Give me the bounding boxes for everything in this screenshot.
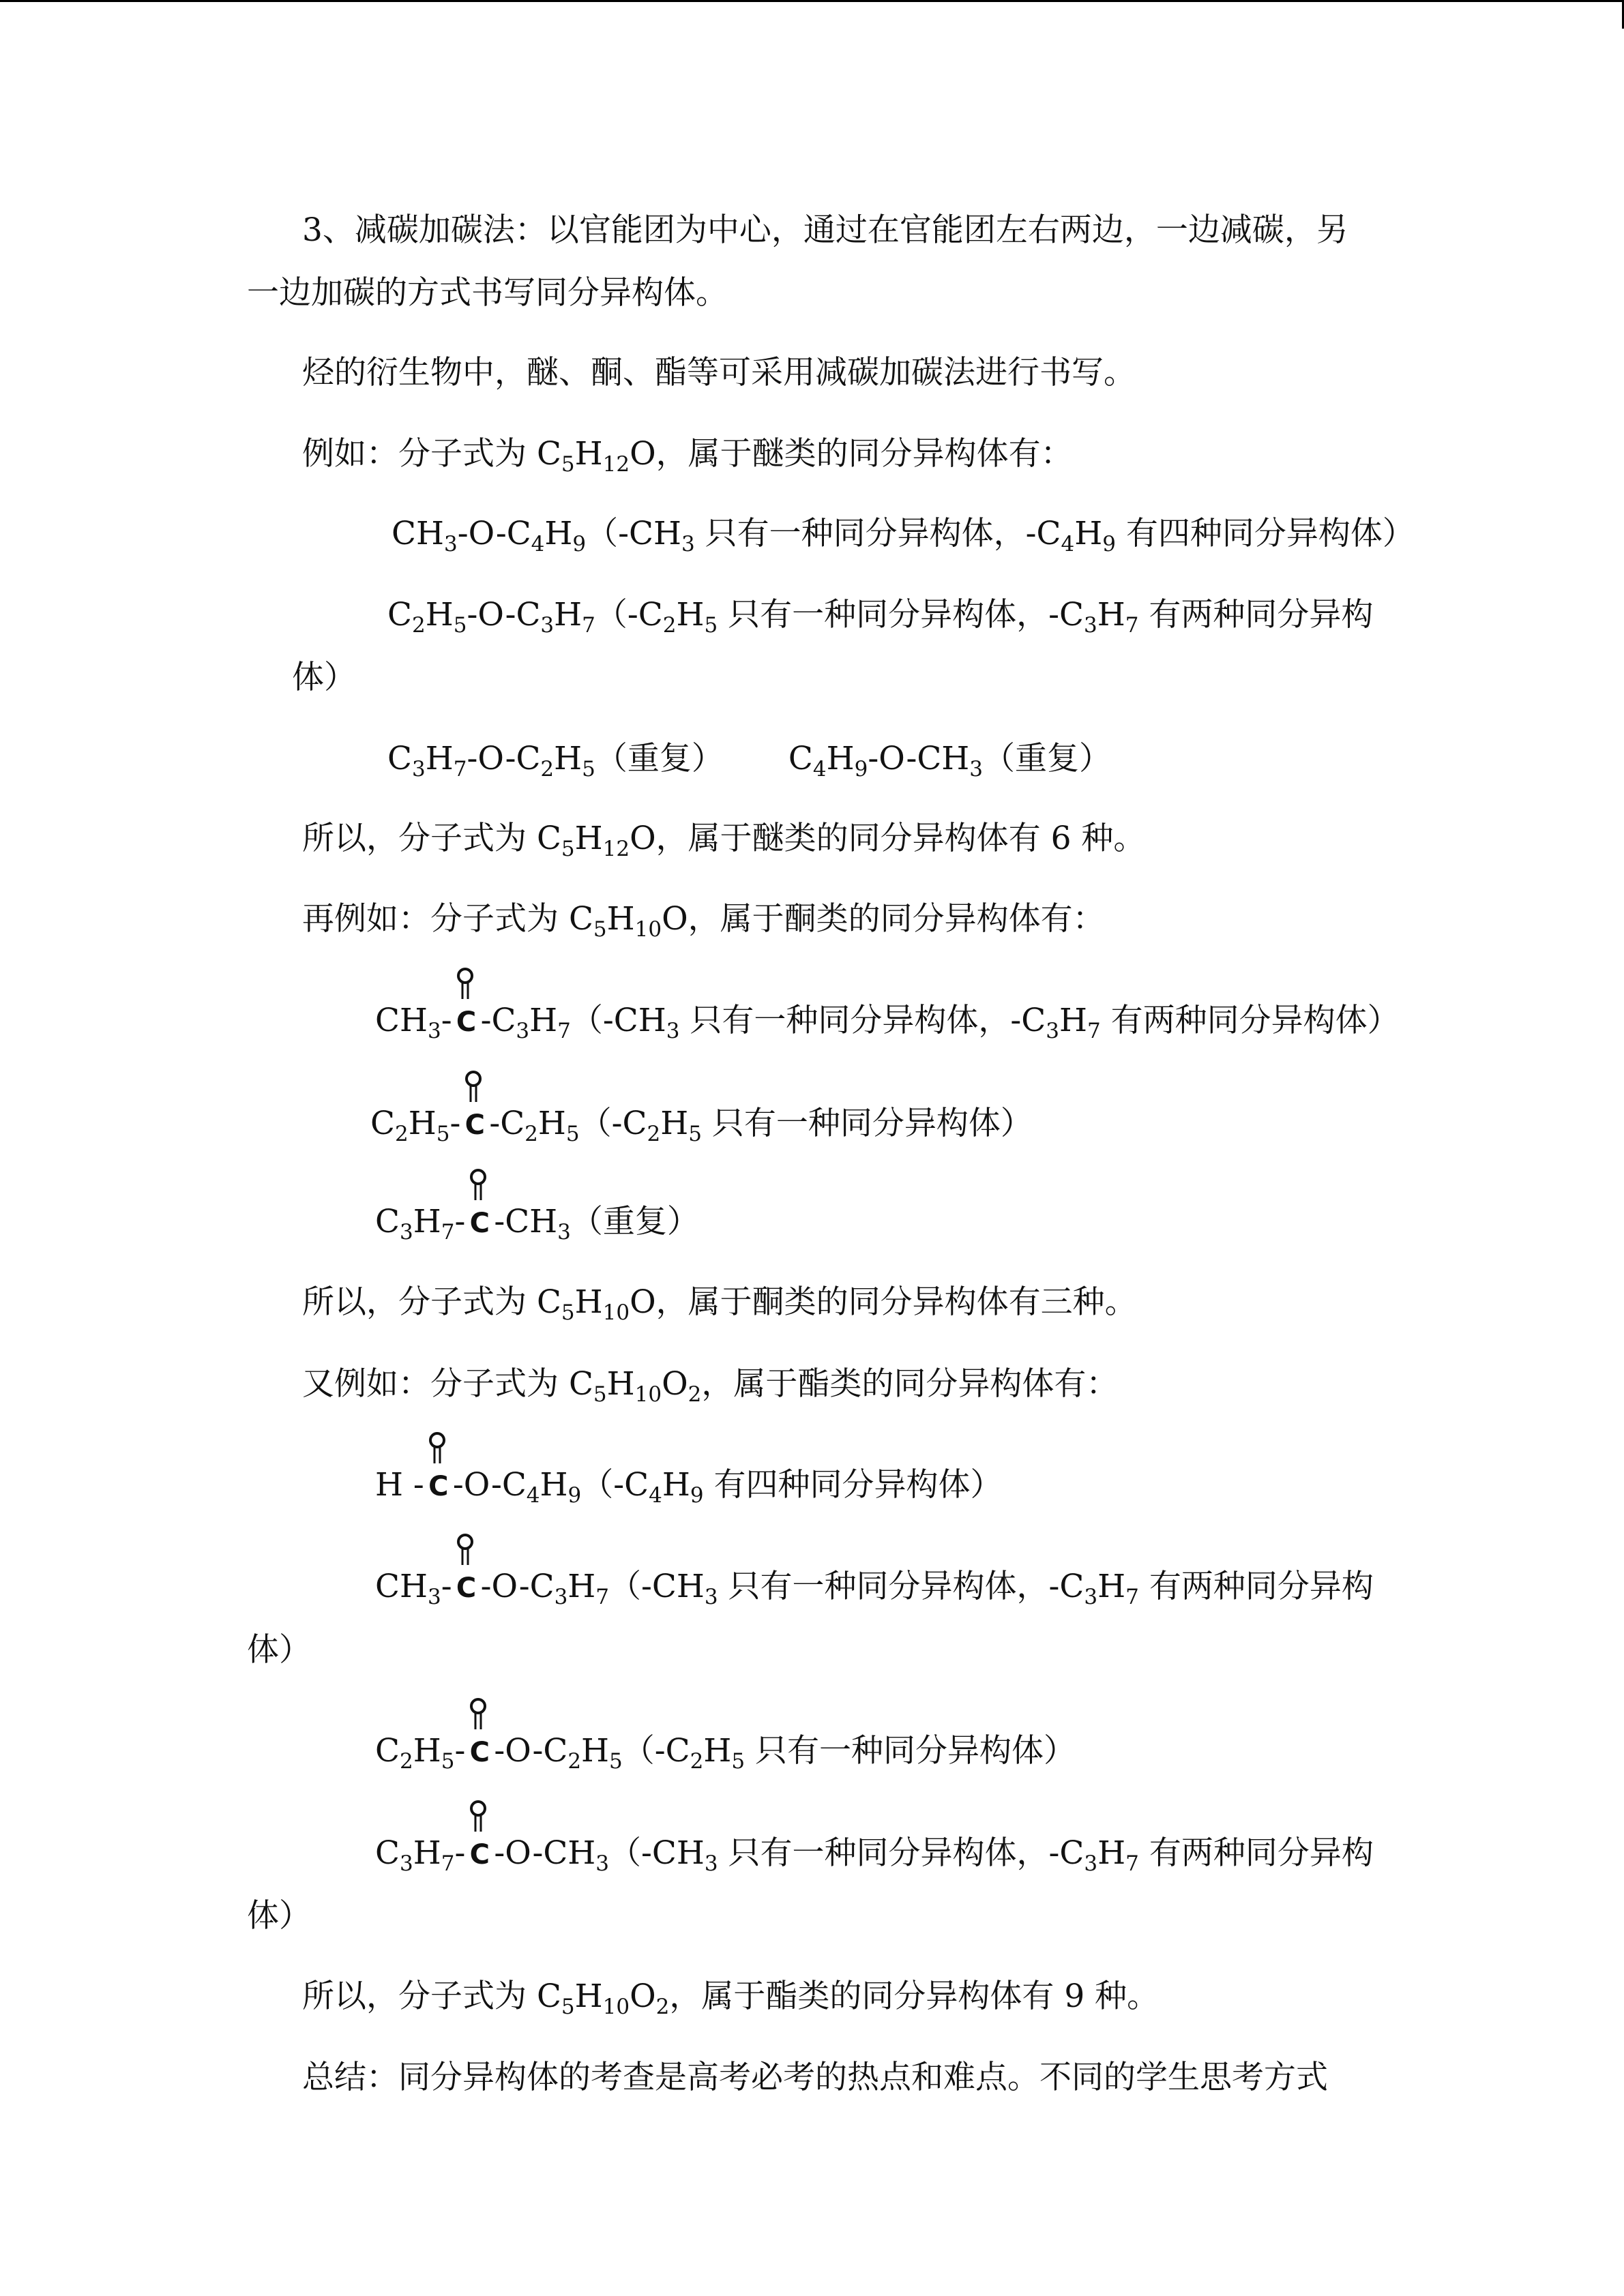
ether-item-4: $C_4H_9-O-CH_3$（重复）	[788, 740, 1112, 781]
ester-item-2: $CH_3-$ C $-O-C_3H_7(-CH_3$ 只有一种同分异构体，$-C_3H_7$ 有两种同分异构	[375, 1566, 1374, 1609]
ester-item-4: $C_3H_7-$ C $-O-CH_3(-CH_3$ 只有一种同分异构体，$-C_3H_7$ 有两种同分异构	[375, 1833, 1374, 1875]
ether-item-2-continued: 体）	[292, 659, 356, 696]
carbonyl-carbon: C	[465, 1203, 494, 1244]
ketone-item-1: $CH_3-$ C $-C_3H_7(-CH_3$ 只有一种同分异构体，$-C_3H_7$ 有两种同分异构体）	[375, 1000, 1400, 1043]
ketone-conclusion: 所以，分子式为 $C_5H_{10}O$，属于酮类的同分异构体有三种。	[302, 1283, 1137, 1325]
carbonyl-carbon: C	[452, 1002, 481, 1043]
section-3-line-2: 一边加碳的方式书写同分异构体。	[247, 274, 728, 312]
ether-item-3: $C_3H_7-O-C_2H_5$（重复）	[387, 740, 724, 781]
ester-item-4-continued: 体）	[247, 1897, 311, 1935]
carbonyl-oxygen-icon	[467, 1697, 494, 1732]
ester-example-line: 又例如：分子式为 $C_5H_{10}O_2$，属于酯类的同分异构体有：	[302, 1365, 1119, 1407]
ether-example-line: 例如：分子式为 $C_5H_{12}O$，属于醚类的同分异构体有：	[302, 435, 1073, 477]
summary-paragraph: 总结：同分异构体的考查是高考必考的热点和难点。不同的学生思考方式	[302, 2059, 1328, 2096]
carbonyl-carbon: C	[465, 1834, 494, 1875]
ester-item-3: $C_2H_5-$ C $-O-C_2H_5(-C_2H_5$ 只有一种同分异构体）	[375, 1731, 1076, 1773]
carbonyl-oxygen-icon	[467, 1799, 494, 1834]
ketone-item-2: $C_2H_5-$ C $-C_2H_5(-C_2H_5$ 只有一种同分异构体）	[370, 1103, 1033, 1146]
ester-item-2-continued: 体）	[247, 1631, 311, 1669]
section-3-line-1: 3、减碳加碳法：以官能团为中心，通过在官能团左右两边，一边减碳，另	[302, 211, 1348, 249]
carbonyl-oxygen-icon	[454, 966, 481, 1002]
ether-item-1: $CH_3-O-C_4H_9(-CH_3$ 只有一种同分异构体，$-C_4H_9$ 有四种同分异构体）	[392, 515, 1415, 556]
carbonyl-carbon: C	[424, 1466, 453, 1507]
ester-item-1: H - C $-O-C_4H_9(-C_4H_9$ 有四种同分异构体）	[375, 1465, 1003, 1507]
carbonyl-carbon: C	[465, 1732, 494, 1773]
ether-items-3-4	[387, 739, 1111, 779]
ether-conclusion: 所以，分子式为 $C_5H_{12}O$，属于醚类的同分异构体有 6 种。	[302, 820, 1146, 861]
carbonyl-oxygen-icon	[426, 1431, 453, 1466]
page-top-border	[0, 0, 1624, 2]
carbonyl-carbon: C	[452, 1568, 481, 1609]
ketone-example-line: 再例如：分子式为 $C_5H_{10}O$，属于酮类的同分异构体有：	[302, 900, 1105, 942]
ketone-item-3: $C_3H_7-$ C $-CH_3$（重复）	[375, 1202, 699, 1244]
carbonyl-carbon: C	[460, 1105, 489, 1146]
ether-item-2: $C_2H_5-O-C_3H_7(-C_2H_5$ 只有一种同分异构体，$-C_3H_7$ 有两种同分异构	[387, 596, 1374, 638]
carbonyl-oxygen-icon	[454, 1532, 481, 1568]
carbonyl-oxygen-icon	[462, 1069, 489, 1105]
carbonyl-oxygen-icon	[467, 1167, 494, 1203]
ester-conclusion: 所以，分子式为 $C_5H_{10}O_2$，属于酯类的同分异构体有 9 种。	[302, 1978, 1160, 2019]
intro-paragraph: 烃的衍生物中，醚、酮、酯等可采用减碳加碳法进行书写。	[302, 354, 1136, 391]
